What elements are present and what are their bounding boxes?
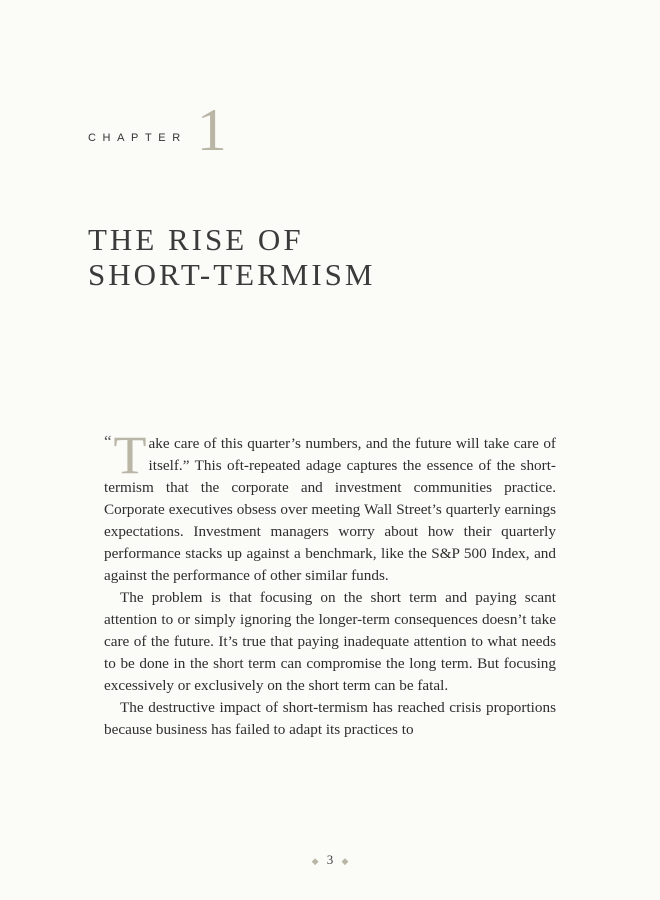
chapter-heading xyxy=(88,97,227,163)
chapter-title xyxy=(88,222,375,292)
paragraph-1-text: ake care of this quarter’s numbers, and the future will take care of itself.” This oft-repeated adage captures the essence of the short-termism that the corporate and investment communities practice. Corporate executives obsess over meeting Wall Street’s quarterly earnings expectations. Investment managers worry about how their quarterly performance stacks up against a benchmark, like the S&P 500 Index, and against the performance of other similar funds. xyxy=(104,435,556,584)
ornament-left-icon: ◆ xyxy=(311,855,319,866)
ornament-right-icon: ◆ xyxy=(341,855,349,866)
drop-cap-group xyxy=(104,425,147,485)
page-number: 3 xyxy=(326,852,334,867)
paragraph-3: The destructive impact of short-termism has reached crisis proportions because business has failed to adapt its practices to xyxy=(104,699,556,738)
paragraph-2: The problem is that focusing on the short term and paying scant attention to or simply ignoring the longer-term consequences doesn’t take care of the future. It’s true that paying inadequate attention to what needs to be done in the short term can compromise the long term. But focusing excessively or exclusively on the short term can be fatal. xyxy=(104,589,556,694)
drop-cap: T xyxy=(113,425,147,485)
body-text xyxy=(104,425,556,741)
chapter-label: CHAPTER xyxy=(88,132,187,144)
page-footer xyxy=(0,852,660,868)
chapter-title-line-1: THE RISE OF xyxy=(88,222,304,257)
chapter-title-line-2: SHORT-TERMISM xyxy=(88,257,376,292)
opening-quote-mark: “ xyxy=(104,432,112,451)
paragraph-1 xyxy=(104,425,556,587)
chapter-number: 1 xyxy=(196,97,227,163)
